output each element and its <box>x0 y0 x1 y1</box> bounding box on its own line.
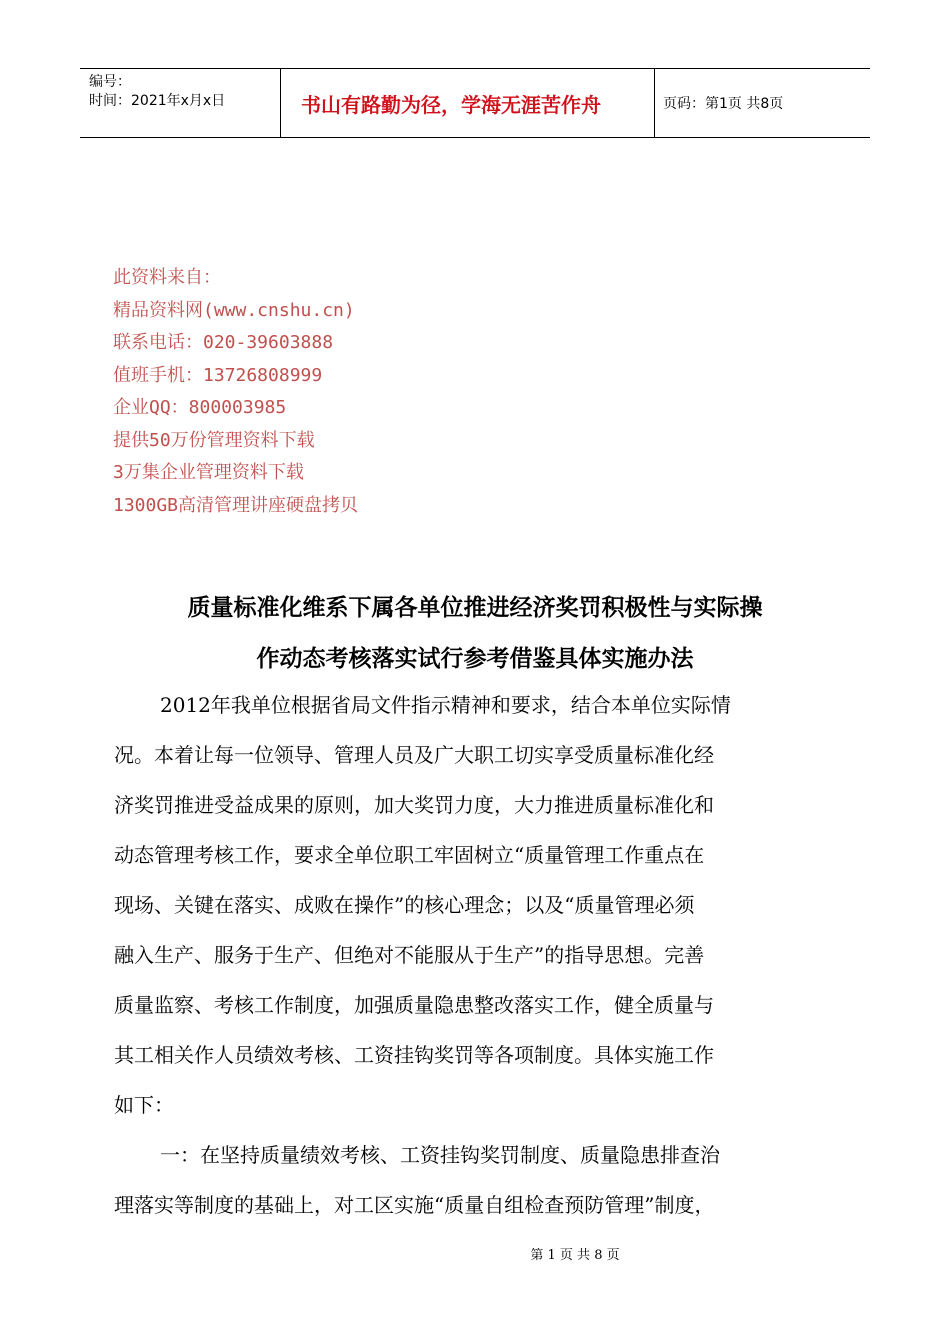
source-line: 联系电话：020-39603888 <box>113 332 334 353</box>
source-line: 此资料来自： <box>113 267 221 288</box>
document-time-label: 时间：2021年x月x日 <box>89 93 226 109</box>
body-line: 动态管理考核工作，要求全单位职工牢固树立“质量管理工作重点在 <box>114 843 705 867</box>
body-line: 2012年我单位根据省局文件指示精神和要求，结合本单位实际情 <box>160 693 731 717</box>
document-title-line-2: 作动态考核落实试行参考借鉴具体实施办法 <box>256 646 694 672</box>
source-line: 精品资料网(www.cnshu.cn) <box>113 299 355 321</box>
document-number-label: 编号： <box>89 74 131 90</box>
body-line: 现场、关键在落实、成败在操作”的核心理念；以及“质量管理必须 <box>114 893 695 917</box>
source-info-block <box>113 262 358 522</box>
body-line: 一：在坚持质量绩效考核、工资挂钩奖罚制度、质量隐患排查治 <box>160 1143 720 1167</box>
source-line: 1300GB高清管理讲座硬盘拷贝 <box>113 494 359 516</box>
body-line: 济奖罚推进受益成果的原则，加大奖罚力度，大力推进质量标准化和 <box>114 793 714 817</box>
source-line: 值班手机：13726808999 <box>113 364 323 386</box>
body-line: 如下： <box>114 1093 174 1117</box>
body-line: 融入生产、服务于生产、但绝对不能服从于生产”的指导思想。完善 <box>114 943 705 967</box>
body-line: 况。本着让每一位领导、管理人员及广大职工切实享受质量标准化经 <box>114 743 714 767</box>
header-motto: 书山有路勤为径，学海无涯苦作舟 <box>281 69 655 137</box>
header-page-info: 页码：第1页 共8页 <box>663 96 784 112</box>
header-meta <box>80 69 281 137</box>
document-title-line-1: 质量标准化维系下属各单位推进经济奖罚积极性与实际操 <box>187 595 763 621</box>
source-line: 提供50万份管理资料下载 <box>113 429 315 451</box>
footer-page-number: 第 1 页 共 8 页 <box>530 1248 620 1263</box>
body-line: 质量监察、考核工作制度，加强质量隐患整改落实工作，健全质量与 <box>114 993 714 1017</box>
body-line: 理落实等制度的基础上，对工区实施“质量自组检查预防管理”制度， <box>114 1193 715 1217</box>
body-line: 其工相关作人员绩效考核、工资挂钩奖罚等各项制度。具体实施工作 <box>114 1043 714 1067</box>
source-line: 企业QQ：800003985 <box>113 397 287 418</box>
source-line: 3万集企业管理资料下载 <box>113 462 304 483</box>
page-footer <box>0 1244 950 1263</box>
header-table <box>80 68 870 138</box>
